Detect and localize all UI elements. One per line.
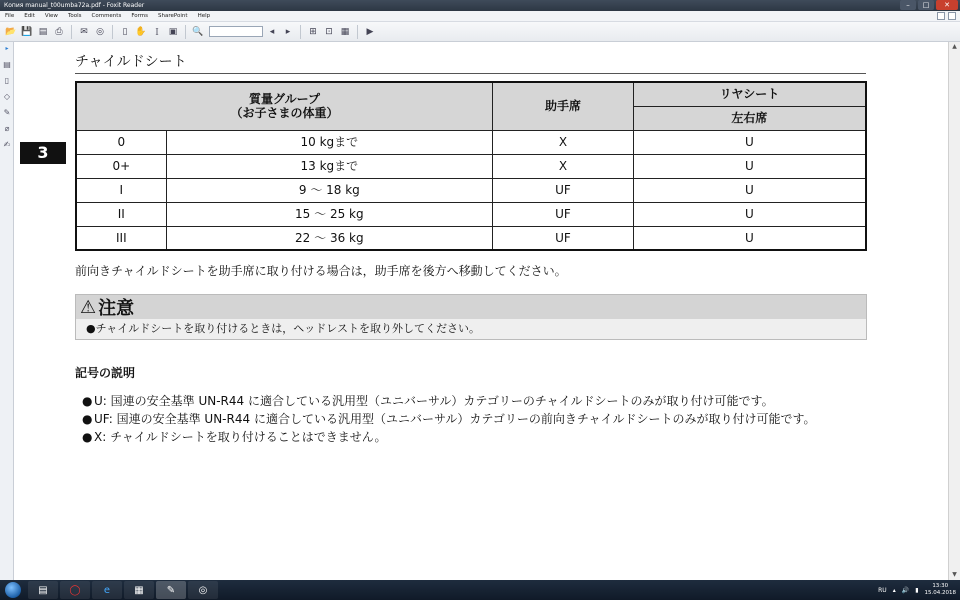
- menu-edit[interactable]: Edit: [24, 13, 35, 19]
- save-all-icon[interactable]: ▤: [38, 26, 48, 37]
- symbols-heading: 記号の説明: [75, 366, 136, 380]
- warning-triangle-icon: ⚠: [80, 296, 97, 318]
- window-controls: [900, 0, 958, 11]
- list-item: [82, 392, 872, 410]
- menu-forms[interactable]: Forms: [131, 13, 149, 19]
- cell-passenger: X: [493, 154, 634, 178]
- cell-weight: 10 kgまで: [166, 130, 492, 154]
- scroll-down-icon[interactable]: ▼: [952, 571, 957, 578]
- chapter-tab: 3: [20, 142, 66, 164]
- toolbar-divider: [300, 25, 301, 39]
- cell-passenger: X: [493, 130, 634, 154]
- table-row: [76, 178, 866, 202]
- symbol-x-text: X: チャイルドシートを取り付けることはできません。: [94, 430, 387, 444]
- cell-weight: 13 kgまで: [166, 154, 492, 178]
- close-button[interactable]: ✕: [936, 0, 958, 10]
- caution-text: チャイルドシートを取り付けるときは，ヘッドレストを取り外してください。: [95, 322, 480, 335]
- open-folder-icon[interactable]: 📂: [5, 26, 17, 37]
- table-row: [76, 202, 866, 226]
- cell-passenger: UF: [493, 178, 634, 202]
- email-icon[interactable]: ✉: [80, 26, 88, 37]
- caution-title: 注意: [98, 298, 135, 319]
- fit-width-icon[interactable]: ⊡: [325, 26, 333, 37]
- toolbar-divider: [185, 25, 186, 39]
- toolbar-divider: [71, 25, 72, 39]
- cell-passenger: UF: [493, 202, 634, 226]
- menu-view[interactable]: View: [44, 13, 58, 19]
- layers-icon[interactable]: ◇: [3, 92, 11, 101]
- bullet-icon: ●: [82, 394, 93, 408]
- cell-group: II: [76, 202, 166, 226]
- toolbar-divider: [112, 25, 113, 39]
- placement-note: 前向きチャイルドシートを助手席に取り付ける場合は，助手席を後方へ移動してください。: [75, 264, 567, 278]
- explorer-taskbar-icon[interactable]: ▤: [28, 581, 58, 599]
- attachments-icon[interactable]: ⌀: [4, 124, 10, 133]
- minimize-button[interactable]: –: [900, 0, 916, 10]
- window-title: Копия manual_t00umba72a.pdf - Foxit Reader: [4, 2, 145, 9]
- page-icon[interactable]: ▯: [122, 26, 128, 37]
- child-seat-table: [75, 81, 867, 251]
- clock[interactable]: [925, 583, 957, 597]
- header-weight-group: 質量グループ （お子さまの体重）: [76, 82, 493, 130]
- restore-doc-icon[interactable]: [937, 12, 945, 20]
- cell-group: 0: [76, 130, 166, 154]
- section-title: チャイルドシート: [75, 53, 866, 74]
- header-rear-sides: 左右席: [633, 106, 866, 130]
- bullet-icon: ●: [86, 322, 96, 335]
- document-window-controls: [937, 12, 956, 20]
- volume-icon[interactable]: 🔊: [901, 586, 910, 594]
- caution-box: [75, 294, 867, 340]
- internet-explorer-taskbar-icon[interactable]: e: [92, 581, 122, 599]
- menu-file[interactable]: File: [5, 13, 15, 19]
- caution-body: [76, 319, 866, 339]
- actual-size-icon[interactable]: ▦: [340, 26, 350, 37]
- header-passenger-seat: 助手席: [493, 82, 634, 130]
- symbols-list: [82, 392, 872, 446]
- taskbar: [0, 580, 960, 600]
- close-doc-icon[interactable]: [948, 12, 956, 20]
- menu-bar: [0, 11, 960, 22]
- table-row: [76, 154, 866, 178]
- hand-tool-icon[interactable]: ✋: [135, 26, 147, 37]
- menu-comments[interactable]: Comments: [91, 13, 122, 19]
- cell-weight: 22 〜 36 kg: [166, 226, 492, 250]
- start-button[interactable]: [0, 580, 26, 600]
- toolbar-divider: [357, 25, 358, 39]
- maximize-button[interactable]: □: [918, 0, 934, 10]
- cell-group: I: [76, 178, 166, 202]
- foxit-plugin-icon[interactable]: ▶: [366, 26, 374, 37]
- title-bar: [0, 0, 960, 11]
- table-row: [76, 130, 866, 154]
- find-next-icon[interactable]: ▸: [285, 26, 291, 37]
- clock-date: 15.04.2018: [924, 590, 956, 596]
- language-indicator[interactable]: RU: [878, 586, 887, 594]
- navigation-sidebar: [0, 42, 14, 580]
- find-icon[interactable]: 🔍: [192, 26, 204, 37]
- menu-sharepoint[interactable]: SharePoint: [158, 13, 188, 19]
- cell-rear: U: [633, 226, 866, 250]
- bullet-icon: ●: [82, 430, 93, 444]
- app-taskbar-icon[interactable]: ▦: [124, 581, 154, 599]
- toolbar: [0, 22, 960, 42]
- cell-weight: 15 〜 25 kg: [166, 202, 492, 226]
- fit-page-icon[interactable]: ⊞: [309, 26, 317, 37]
- bookmarks-icon[interactable]: ▤: [3, 60, 11, 69]
- cell-group: 0+: [76, 154, 166, 178]
- tray-arrow-icon[interactable]: ▴: [892, 586, 896, 594]
- find-previous-icon[interactable]: ◂: [269, 26, 275, 37]
- cell-weight: 9 〜 18 kg: [166, 178, 492, 202]
- cell-rear: U: [633, 178, 866, 202]
- print-icon[interactable]: ⎙: [55, 26, 63, 37]
- menu-help[interactable]: Help: [197, 13, 211, 19]
- save-icon[interactable]: 💾: [21, 26, 33, 37]
- cell-group: III: [76, 226, 166, 250]
- list-item: [82, 428, 872, 446]
- foxit-reader-taskbar-icon[interactable]: ✎: [156, 581, 186, 599]
- symbol-u-text: U: 国連の安全基準 UN-R44 に適合している汎用型（ユニバーサル）カテゴリーのチャイルドシートのみが取り付け可能です。: [94, 394, 774, 408]
- bullet-icon: ●: [82, 412, 93, 426]
- cell-passenger: UF: [493, 226, 634, 250]
- symbol-uf-text: UF: 国連の安全基準 UN-R44 に適合している汎用型（ユニバーサル）カテゴリーの前向きチャイルドシートのみが取り付け可能です。: [94, 412, 816, 426]
- comments-icon[interactable]: ✎: [3, 108, 11, 117]
- expand-panel-icon[interactable]: ▸: [5, 45, 9, 52]
- vertical-scrollbar[interactable]: [948, 42, 960, 580]
- cell-rear: U: [633, 154, 866, 178]
- opera-taskbar-icon[interactable]: ◯: [60, 581, 90, 599]
- select-text-icon[interactable]: Ｉ: [152, 28, 162, 38]
- snapshot-icon[interactable]: ▣: [168, 26, 178, 37]
- caution-header: [76, 295, 866, 319]
- windows-logo-icon: [5, 582, 21, 598]
- scan-icon[interactable]: ◎: [96, 26, 104, 37]
- header-rear-seat: リヤシート: [633, 82, 866, 106]
- scroll-up-icon[interactable]: ▲: [952, 43, 957, 50]
- pages-icon[interactable]: ▯: [4, 76, 10, 85]
- clock-time: 13:30: [932, 583, 949, 589]
- menu-tools[interactable]: Tools: [67, 13, 82, 19]
- cell-rear: U: [633, 130, 866, 154]
- system-tray: [878, 580, 956, 600]
- network-icon[interactable]: ▮: [915, 586, 919, 594]
- table-row: [76, 226, 866, 250]
- app-taskbar-icon[interactable]: ◎: [188, 581, 218, 599]
- signatures-icon[interactable]: ✍: [3, 140, 11, 149]
- cell-rear: U: [633, 202, 866, 226]
- list-item: [82, 410, 872, 428]
- search-input[interactable]: [209, 26, 263, 37]
